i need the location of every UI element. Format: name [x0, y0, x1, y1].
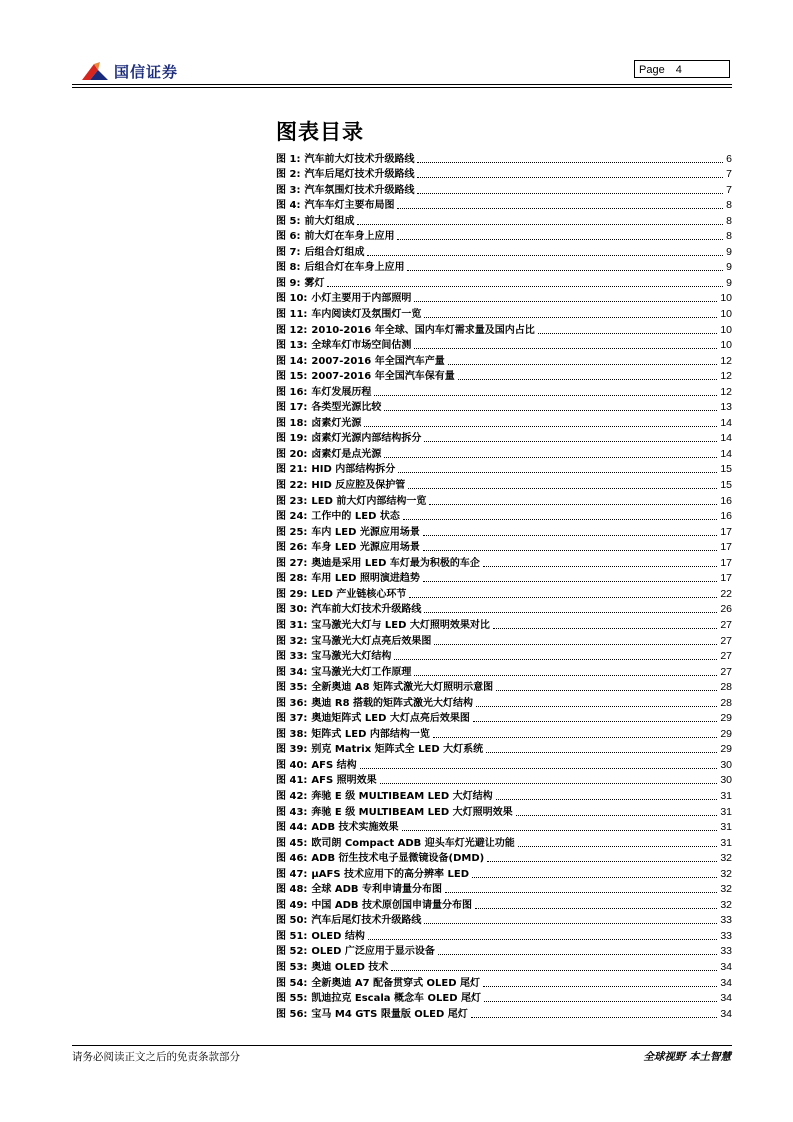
- toc-entry-label: 图 18:: [276, 417, 308, 429]
- toc-entry-leader: [397, 208, 723, 209]
- toc-entry[interactable]: [276, 772, 732, 788]
- toc-entry-label: 图 5:: [276, 215, 301, 227]
- toc-entry-text: 2010-2016 年全球、国内车灯需求量及国内占比: [311, 324, 535, 336]
- toc-entry-label: 图 50:: [276, 915, 308, 927]
- toc-entry[interactable]: [276, 865, 732, 881]
- toc-entry[interactable]: [276, 166, 732, 182]
- toc-entry-label: 图 28:: [276, 573, 308, 585]
- toc-entry-leader: [433, 737, 717, 738]
- toc-entry-label: 图 20:: [276, 448, 308, 460]
- toc-entry-label: 图 12:: [276, 324, 308, 336]
- toc-entry[interactable]: [276, 259, 732, 275]
- toc-entry[interactable]: [276, 197, 732, 213]
- toc-entry-leader: [384, 410, 717, 411]
- toc-entry-text: 宝马激光大灯点亮后效果图: [311, 635, 432, 647]
- toc-entry-text: 奥迪 R8 搭载的矩阵式激光大灯结构: [311, 697, 474, 709]
- toc-entry-label: 图 9:: [276, 277, 301, 289]
- toc-entry[interactable]: [276, 679, 732, 695]
- toc-entry-label: 图 24:: [276, 511, 308, 523]
- toc-entry-page: 31: [720, 789, 732, 802]
- toc-entry-text: 工作中的 LED 状态: [311, 511, 400, 523]
- toc-entry-text: 宝马激光大灯结构: [311, 651, 392, 663]
- toc-entry-text: HID 反应腔及保护管: [311, 480, 406, 492]
- toc-entry-label: 图 49:: [276, 899, 308, 911]
- toc-entry-leader: [424, 923, 717, 924]
- toc-entry-page: 28: [720, 696, 732, 709]
- toc-entry[interactable]: [276, 1005, 732, 1021]
- toc-entry-text: μAFS 技术应用下的高分辨率 LED: [311, 868, 470, 880]
- toc-entry-page: 27: [720, 618, 732, 631]
- toc-entry-text: 车灯发展历程: [311, 386, 372, 398]
- toc-entry-page: 31: [720, 821, 732, 834]
- toc-entry-text: 宝马激光大灯与 LED 大灯照明效果对比: [311, 619, 490, 631]
- toc-entry-label: 图 23:: [276, 495, 308, 507]
- toc-entry-label: 图 56:: [276, 1008, 308, 1020]
- toc-entry-page: 6: [726, 152, 732, 165]
- toc-entry-text: 卤素灯光源: [311, 417, 362, 429]
- toc-entry[interactable]: [276, 476, 732, 492]
- toc-entry-leader: [397, 239, 723, 240]
- toc-entry-label: 图 2:: [276, 169, 301, 181]
- toc-entry-text: 中国 ADB 技术原创国申请量分布图: [311, 899, 473, 911]
- toc-entry-leader: [417, 193, 723, 194]
- toc-entry-leader: [398, 472, 717, 473]
- toc-entry[interactable]: [276, 756, 732, 772]
- toc-entry-leader: [476, 706, 717, 707]
- toc-entry-leader: [391, 970, 717, 971]
- toc-entry[interactable]: [276, 725, 732, 741]
- toc-entry-page: 16: [720, 494, 732, 507]
- toc-entry-page: 34: [720, 960, 732, 973]
- toc-entry-page: 27: [720, 634, 732, 647]
- toc-entry-text: 车内 LED 光源应用场景: [311, 526, 420, 538]
- toc-entry-label: 图 16:: [276, 386, 308, 398]
- toc-entry-page: 7: [726, 183, 732, 196]
- toc-entry-label: 图 22:: [276, 480, 308, 492]
- toc-entry-label: 图 1:: [276, 153, 301, 165]
- toc-entry[interactable]: [276, 927, 732, 943]
- toc-entry-label: 图 55:: [276, 993, 308, 1005]
- toc-entry[interactable]: [276, 834, 732, 850]
- page-number: 4: [675, 64, 682, 76]
- toc-entry-page: 31: [720, 805, 732, 818]
- toc-entry-leader: [516, 815, 718, 816]
- footer-rule: [72, 1045, 732, 1046]
- toc-entry-label: 图 45:: [276, 837, 308, 849]
- toc-entry-page: 14: [720, 432, 732, 445]
- toc-entry[interactable]: [276, 523, 732, 539]
- toc-entry-text: 凯迪拉克 Escala 概念车 OLED 尾灯: [311, 993, 481, 1005]
- toc-entry-label: 图 26:: [276, 542, 308, 554]
- toc-entry-leader: [475, 908, 717, 909]
- toc-entry[interactable]: [276, 492, 732, 508]
- toc-entry-page: 30: [720, 774, 732, 787]
- toc-entry-leader: [414, 348, 717, 349]
- toc-entry-label: 图 38:: [276, 728, 308, 740]
- toc-entry[interactable]: [276, 943, 732, 959]
- toc-entry-text: ADB 衍生技术电子显微镜设备(DMD): [311, 853, 485, 865]
- toc-entry[interactable]: [276, 399, 732, 415]
- toc-entry-page: 8: [726, 214, 732, 227]
- toc-entry-leader: [368, 939, 717, 940]
- logo-text: 国信证券: [114, 62, 179, 81]
- toc-entry-leader: [380, 783, 718, 784]
- toc-entry-label: 图 39:: [276, 744, 308, 756]
- toc-entry-label: 图 17:: [276, 402, 308, 414]
- toc-entry-page: 17: [720, 541, 732, 554]
- toc-entry-label: 图 40:: [276, 759, 308, 771]
- toc-entry-page: 34: [720, 976, 732, 989]
- toc-entry[interactable]: [276, 958, 732, 974]
- toc-entry-label: 图 11:: [276, 309, 308, 321]
- toc-entry-text: AFS 结构: [311, 759, 357, 771]
- toc-entry[interactable]: [276, 274, 732, 290]
- toc-entry[interactable]: [276, 787, 732, 803]
- toc-entry-leader: [424, 441, 717, 442]
- toc-entry-page: 12: [720, 385, 732, 398]
- toc-entry-page: 17: [720, 556, 732, 569]
- toc-entry-label: 图 14:: [276, 355, 308, 367]
- toc-entry-leader: [493, 628, 717, 629]
- toc-entry-label: 图 44:: [276, 822, 308, 834]
- toc-entry[interactable]: [276, 663, 732, 679]
- toc-entry-page: 33: [720, 914, 732, 927]
- logo-mark-icon: [80, 60, 110, 82]
- toc-entry[interactable]: [276, 632, 732, 648]
- toc-entry[interactable]: [276, 990, 732, 1006]
- toc-entry[interactable]: [276, 881, 732, 897]
- toc-entry[interactable]: [276, 710, 732, 726]
- toc-entry-page: 17: [720, 525, 732, 538]
- toc-entry-leader: [423, 581, 717, 582]
- toc-entry-label: 图 52:: [276, 946, 308, 958]
- toc-entry-leader: [407, 270, 723, 271]
- toc-entry-text: 前大灯在车身上应用: [304, 231, 395, 243]
- toc-entry-text: OLED 广泛应用于显示设备: [311, 946, 435, 958]
- toc-entry[interactable]: [276, 445, 732, 461]
- toc-entry-label: 图 42:: [276, 790, 308, 802]
- toc-entry-text: OLED 结构: [311, 930, 365, 942]
- toc-entry-page: 29: [720, 743, 732, 756]
- toc-entry[interactable]: [276, 819, 732, 835]
- toc-entry-text: 汽车车灯主要布局图: [304, 200, 395, 212]
- toc-entry[interactable]: [276, 305, 732, 321]
- toc-entry-page: 34: [720, 1007, 732, 1020]
- toc-entry[interactable]: [276, 601, 732, 617]
- toc-entry-label: 图 25:: [276, 526, 308, 538]
- toc-entry-label: 图 51:: [276, 930, 308, 942]
- toc-entry-page: 8: [726, 199, 732, 212]
- toc-entry-text: 欧司朗 Compact ADB 迎头车灯光避让功能: [311, 837, 515, 849]
- toc-entry-leader: [394, 659, 717, 660]
- toc-entry[interactable]: [276, 974, 732, 990]
- toc-entry-label: 图 19:: [276, 433, 308, 445]
- toc-entry-page: 33: [720, 929, 732, 942]
- toc-entry-page: 16: [720, 510, 732, 523]
- toc-entry-text: 小灯主要用于内部照明: [311, 293, 412, 305]
- toc-entry-text: AFS 照明效果: [311, 775, 377, 787]
- toc-entry-label: 图 35:: [276, 682, 308, 694]
- toc-entry-leader: [374, 395, 717, 396]
- toc-entry-label: 图 54:: [276, 977, 308, 989]
- toc-entry-page: 9: [726, 276, 732, 289]
- toc-entry-label: 图 46:: [276, 853, 308, 865]
- toc-entry-page: 12: [720, 370, 732, 383]
- toc-entry-text: 2007-2016 年全国汽车保有量: [311, 371, 455, 383]
- toc-entry-leader: [518, 846, 718, 847]
- toc-entry-leader: [483, 566, 717, 567]
- toc-entry[interactable]: [276, 508, 732, 524]
- toc-entry-leader: [434, 644, 717, 645]
- toc-entry-page: 9: [726, 245, 732, 258]
- toc-entry-text: LED 产业链核心环节: [311, 588, 407, 600]
- toc-entry-leader: [471, 1017, 718, 1018]
- toc-entry-leader: [445, 892, 717, 893]
- toc-entry[interactable]: [276, 694, 732, 710]
- toc-entry-text: 汽车后尾灯技术升级路线: [304, 169, 415, 181]
- toc-entry-page: 30: [720, 758, 732, 771]
- toc-entry-text: 宝马 M4 GTS 限量版 OLED 尾灯: [311, 1008, 468, 1020]
- toc-entry-label: 图 29:: [276, 588, 308, 600]
- toc-entry-text: 后组合灯在车身上应用: [304, 262, 405, 274]
- toc-entry-leader: [424, 317, 717, 318]
- toc-entry[interactable]: [276, 648, 732, 664]
- toc-entry-leader: [417, 177, 723, 178]
- toc-entry[interactable]: [276, 741, 732, 757]
- toc-entry[interactable]: [276, 150, 732, 166]
- toc-entry[interactable]: [276, 290, 732, 306]
- toc-entry[interactable]: [276, 352, 732, 368]
- header-rule: [72, 84, 732, 85]
- toc-entry-page: 10: [720, 308, 732, 321]
- toc-entry-page: 33: [720, 945, 732, 958]
- toc-entry-leader: [483, 986, 717, 987]
- toc-entry-label: 图 3:: [276, 184, 301, 196]
- toc-entry[interactable]: [276, 896, 732, 912]
- toc-entry-page: 10: [720, 339, 732, 352]
- toc-entry-page: 9: [726, 261, 732, 274]
- header-rule-secondary: [72, 87, 732, 88]
- toc-entry-text: 宝马激光大灯工作原理: [311, 666, 412, 678]
- toc-entry[interactable]: [276, 539, 732, 555]
- toc-entry-page: 34: [720, 992, 732, 1005]
- page-label: Page: [639, 64, 665, 76]
- toc-entry[interactable]: [276, 181, 732, 197]
- toc-entry-label: 图 6:: [276, 231, 301, 243]
- toc-entry-text: 卤素灯是点光源: [311, 448, 382, 460]
- toc-entry-page: 10: [720, 323, 732, 336]
- toc-entry-label: 图 13:: [276, 340, 308, 352]
- toc-entry-page: 10: [720, 292, 732, 305]
- toc-entry-leader: [423, 550, 717, 551]
- toc-entry-label: 图 10:: [276, 293, 308, 305]
- toc-entry-page: 7: [726, 168, 732, 181]
- toc-entry-text: 全新奥迪 A8 矩阵式激光大灯照明示意图: [311, 682, 494, 694]
- toc-entry-page: 26: [720, 603, 732, 616]
- toc-entry-leader: [414, 301, 717, 302]
- toc-entry-leader: [360, 768, 718, 769]
- toc-entry-leader: [448, 364, 718, 365]
- toc-entry-leader: [496, 799, 718, 800]
- toc-entry-label: 图 15:: [276, 371, 308, 383]
- toc-entry-leader: [486, 752, 717, 753]
- toc-entry-label: 图 27:: [276, 557, 308, 569]
- toc-entry-label: 图 31:: [276, 619, 308, 631]
- toc-entry-text: 2007-2016 年全国汽车产量: [311, 355, 445, 367]
- toc-entry-label: 图 34:: [276, 666, 308, 678]
- toc-entry[interactable]: [276, 850, 732, 866]
- toc-entry-label: 图 37:: [276, 713, 308, 725]
- toc-entry-text: 车内阅读灯及氛围灯一览: [311, 309, 422, 321]
- toc-entry-leader: [402, 830, 718, 831]
- toc-entry-label: 图 53:: [276, 961, 308, 973]
- toc-entry[interactable]: [276, 430, 732, 446]
- toc-entry[interactable]: [276, 321, 732, 337]
- toc-entry-leader: [424, 612, 717, 613]
- toc-entry-text: 全球 ADB 专利申请量分布图: [311, 884, 443, 896]
- toc-entry-label: 图 48:: [276, 884, 308, 896]
- toc-entry-text: 车用 LED 照明演进趋势: [311, 573, 420, 585]
- toc-list: [276, 150, 732, 1021]
- toc-entry-page: 29: [720, 727, 732, 740]
- toc-entry-leader: [423, 535, 717, 536]
- toc-entry-leader: [327, 286, 723, 287]
- footer-slogan: 全球视野 本土智慧: [643, 1051, 731, 1063]
- toc-entry[interactable]: [276, 912, 732, 928]
- toc-entry-leader: [414, 675, 717, 676]
- toc-entry-label: 图 47:: [276, 868, 308, 880]
- toc-entry-leader: [417, 162, 723, 163]
- toc-entry-page: 22: [720, 587, 732, 600]
- toc-entry-leader: [403, 519, 717, 520]
- toc-entry-text: 汽车前大灯技术升级路线: [311, 604, 422, 616]
- toc-entry[interactable]: [276, 414, 732, 430]
- toc-entry-text: 奥迪矩阵式 LED 大灯点亮后效果图: [311, 713, 470, 725]
- toc-entry-leader: [438, 954, 717, 955]
- toc-entry-text: 汽车氛围灯技术升级路线: [304, 184, 415, 196]
- toc-entry-page: 27: [720, 650, 732, 663]
- toc-entry-text: 全新奥迪 A7 配备贯穿式 OLED 尾灯: [311, 977, 481, 989]
- toc-entry[interactable]: [276, 461, 732, 477]
- toc-entry-text: 全球车灯市场空间估测: [311, 340, 412, 352]
- toc-entry-text: ADB 技术实施效果: [311, 822, 399, 834]
- toc-entry-label: 图 36:: [276, 697, 308, 709]
- toc-entry-label: 图 43:: [276, 806, 308, 818]
- toc-entry-leader: [458, 379, 718, 380]
- toc-entry-text: 奥迪 OLED 技术: [311, 961, 389, 973]
- toc-entry-text: 奥迪是采用 LED 车灯最为积极的车企: [311, 557, 480, 569]
- toc-entry-page: 29: [720, 712, 732, 725]
- toc-entry[interactable]: [276, 383, 732, 399]
- toc-entry[interactable]: [276, 337, 732, 353]
- toc-entry-page: 15: [720, 463, 732, 476]
- toc-entry[interactable]: [276, 212, 732, 228]
- toc-entry-page: 28: [720, 681, 732, 694]
- toc-entry-leader: [357, 224, 723, 225]
- toc-entry-text: 矩阵式 LED 内部结构一览: [311, 728, 430, 740]
- toc-entry[interactable]: [276, 570, 732, 586]
- toc-entry-page: 17: [720, 572, 732, 585]
- toc-entry-leader: [538, 333, 718, 334]
- toc-entry-page: 27: [720, 665, 732, 678]
- toc-title: 图表目录: [276, 120, 364, 144]
- toc-entry-label: 图 7:: [276, 246, 301, 258]
- toc-entry-page: 32: [720, 867, 732, 880]
- toc-entry-page: 31: [720, 836, 732, 849]
- toc-entry-page: 8: [726, 230, 732, 243]
- toc-entry-text: 各类型光源比较: [311, 402, 382, 414]
- page-indicator: [634, 60, 730, 78]
- toc-entry-label: 图 8:: [276, 262, 301, 274]
- toc-entry-text: HID 内部结构拆分: [311, 464, 396, 476]
- toc-entry-leader: [384, 457, 717, 458]
- toc-entry[interactable]: [276, 554, 732, 570]
- toc-entry-leader: [364, 426, 717, 427]
- toc-entry-page: 14: [720, 416, 732, 429]
- toc-entry-page: 12: [720, 354, 732, 367]
- toc-entry-text: 别克 Matrix 矩阵式全 LED 大灯系统: [311, 744, 484, 756]
- toc-entry-leader: [472, 877, 717, 878]
- toc-entry-text: 汽车后尾灯技术升级路线: [311, 915, 422, 927]
- toc-entry-page: 32: [720, 883, 732, 896]
- toc-entry-page: 14: [720, 447, 732, 460]
- toc-entry-page: 15: [720, 479, 732, 492]
- toc-entry-leader: [367, 255, 723, 256]
- disclaimer-note: 请务必阅读正文之后的免责条款部分: [72, 1051, 240, 1063]
- toc-entry[interactable]: [276, 368, 732, 384]
- toc-entry[interactable]: [276, 803, 732, 819]
- toc-entry-text: 汽车前大灯技术升级路线: [304, 153, 415, 165]
- toc-entry-leader: [429, 504, 717, 505]
- toc-entry-leader: [487, 861, 717, 862]
- toc-entry-leader: [496, 690, 717, 691]
- toc-entry-label: 图 32:: [276, 635, 308, 647]
- toc-entry-label: 图 33:: [276, 651, 308, 663]
- toc-entry-page: 32: [720, 852, 732, 865]
- toc-entry-text: 前大灯组成: [304, 215, 355, 227]
- company-logo: [80, 58, 178, 84]
- toc-entry-text: 车身 LED 光源应用场景: [311, 542, 420, 554]
- toc-entry-leader: [409, 597, 717, 598]
- toc-entry-page: 13: [720, 401, 732, 414]
- toc-entry-label: 图 41:: [276, 775, 308, 787]
- toc-entry-leader: [473, 721, 717, 722]
- toc-entry[interactable]: [276, 243, 732, 259]
- toc-entry-page: 32: [720, 898, 732, 911]
- toc-entry-text: 后组合灯组成: [304, 246, 365, 258]
- toc-entry-text: 雾灯: [304, 277, 325, 289]
- toc-entry[interactable]: [276, 585, 732, 601]
- toc-entry-text: 卤素灯光源内部结构拆分: [311, 433, 422, 445]
- toc-entry-leader: [408, 488, 717, 489]
- toc-entry[interactable]: [276, 616, 732, 632]
- toc-entry[interactable]: [276, 228, 732, 244]
- toc-entry-label: 图 21:: [276, 464, 308, 476]
- toc-entry-label: 图 30:: [276, 604, 308, 616]
- toc-entry-text: LED 前大灯内部结构一览: [311, 495, 427, 507]
- toc-entry-leader: [484, 1001, 717, 1002]
- toc-entry-label: 图 4:: [276, 200, 301, 212]
- toc-entry-text: 奔驰 E 级 MULTIBEAM LED 大灯照明效果: [311, 806, 513, 818]
- toc-entry-text: 奔驰 E 级 MULTIBEAM LED 大灯结构: [311, 790, 493, 802]
